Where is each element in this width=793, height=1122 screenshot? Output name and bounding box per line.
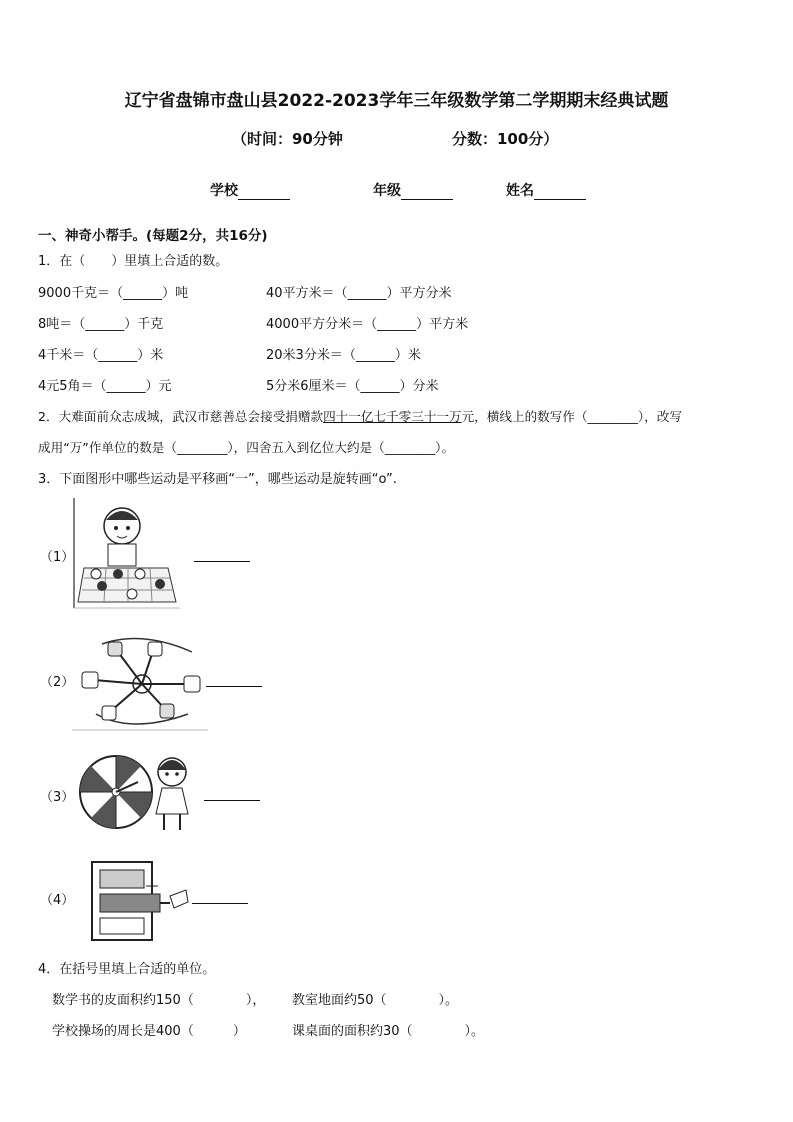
prize-wheel-girl-image bbox=[78, 752, 200, 836]
grade-blank[interactable] bbox=[401, 185, 453, 200]
answer-blank[interactable] bbox=[194, 561, 250, 562]
q4-item: 教室地面约50（ ）。 bbox=[292, 993, 459, 1008]
q4-item: 课桌面的面积约30（ ）。 bbox=[292, 1024, 485, 1039]
q1-item: 20米3分米＝（______）米 bbox=[266, 348, 421, 363]
grade-label: 年级 bbox=[373, 183, 401, 199]
q3-prompt: 3．下面图形中哪些运动是平移画“一”，哪些运动是旋转画“o”. bbox=[38, 472, 397, 487]
q1-item: 40平方米＝（______）平方分米 bbox=[266, 286, 452, 301]
score-label: 分数：100分） bbox=[452, 130, 559, 148]
q3-item-label: （1） bbox=[40, 550, 75, 565]
q4-item: 数学书的皮面积约150（ ）， bbox=[52, 993, 266, 1008]
q1-item: 9000千克＝（______）吨 bbox=[38, 286, 189, 301]
name-label: 姓名 bbox=[506, 183, 534, 199]
q1-item: 4000平方分米＝（______）平方米 bbox=[266, 317, 469, 332]
name-field bbox=[506, 180, 586, 200]
q2-prefix: 2．大难面前众志成城，武汉市慈善总会接受捐赠款 bbox=[38, 409, 324, 424]
q2-line2: 成用“万”作单位的数是（________），四舍五入到亿位大约是（________）。 bbox=[38, 440, 455, 455]
q2-suffix: 元，横线上的数写作（________），改写 bbox=[461, 409, 682, 424]
answer-blank[interactable] bbox=[192, 903, 248, 904]
drawer-pull-image bbox=[88, 860, 192, 944]
q3-item-label: （2） bbox=[40, 675, 75, 690]
time-label: （时间：90分钟 bbox=[232, 130, 343, 148]
school-field bbox=[210, 180, 290, 200]
q3-item-label: （4） bbox=[40, 893, 75, 908]
school-label: 学校 bbox=[210, 183, 238, 199]
section-heading: 一、神奇小帮手。(每题2分，共16分) bbox=[38, 228, 268, 244]
q1-item: 4元5角＝（______）元 bbox=[38, 379, 172, 394]
q2-underlined-amount: 四十一亿七千零三十一万 bbox=[323, 409, 462, 424]
q2-line1 bbox=[38, 406, 682, 425]
q1-item: 5分米6厘米＝（______）分米 bbox=[266, 379, 439, 394]
grade-field bbox=[373, 180, 453, 200]
carousel-ride-image bbox=[72, 634, 212, 732]
q4-prompt: 4．在括号里填上合适的单位。 bbox=[38, 962, 216, 977]
name-blank[interactable] bbox=[534, 185, 586, 200]
answer-blank[interactable] bbox=[204, 800, 260, 801]
q1-item: 4千米＝（______）米 bbox=[38, 348, 164, 363]
q4-item: 学校操场的周长是400（ ） bbox=[52, 1024, 246, 1039]
school-blank[interactable] bbox=[238, 185, 290, 200]
q1-item: 8吨＝（______）千克 bbox=[38, 317, 164, 332]
boy-chess-image bbox=[72, 498, 182, 610]
page-title: 辽宁省盘锦市盘山县2022-2023学年三年级数学第二学期期末经典试题 bbox=[124, 91, 669, 111]
answer-blank[interactable] bbox=[206, 686, 262, 687]
q3-item-label: （3） bbox=[40, 790, 75, 805]
q1-prompt: 1．在（ ）里填上合适的数。 bbox=[38, 254, 229, 269]
